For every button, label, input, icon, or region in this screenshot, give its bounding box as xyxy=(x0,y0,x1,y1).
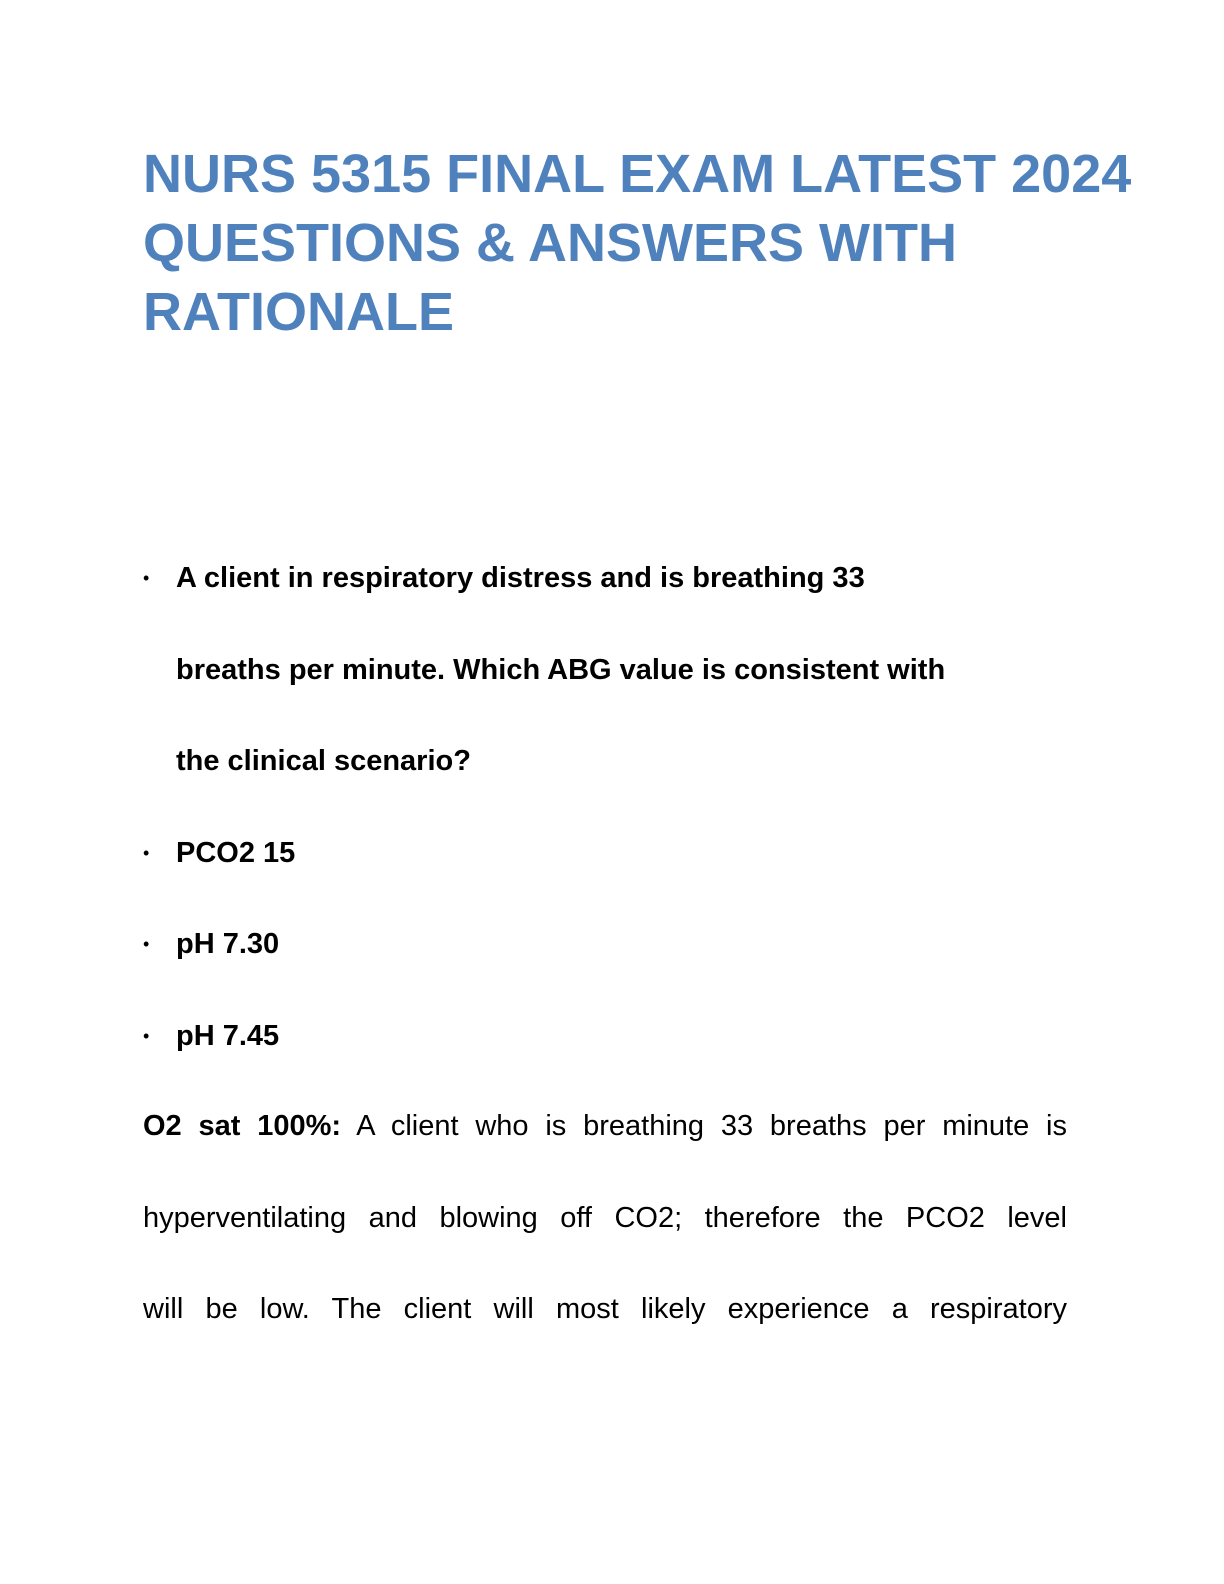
option-text: pH 7.30 xyxy=(176,928,280,960)
rationale-line-3: will be low. The client will most likely experience a respiratory xyxy=(143,1293,1067,1325)
title-line-2: QUESTIONS & ANSWERS WITH xyxy=(143,213,958,273)
answer-option xyxy=(143,899,1083,991)
rationale-line-2: hyperventilating and blowing off CO2; therefore the PCO2 level xyxy=(143,1201,1067,1234)
title-line-3: RATIONALE xyxy=(143,282,454,342)
rationale-text-1: A client who is breathing 33 breaths per minute is xyxy=(341,1110,1067,1142)
question-line-1: A client in respiratory distress and is breathing 33 xyxy=(176,562,865,594)
bullet-icon: • xyxy=(143,842,150,863)
option-text: pH 7.45 xyxy=(176,1019,280,1052)
question-line-3: the clinical scenario? xyxy=(176,745,471,777)
bullet-icon: • xyxy=(143,1025,150,1046)
answer-option xyxy=(143,991,1083,1083)
document-title xyxy=(143,140,1203,347)
bullet-icon: • xyxy=(143,568,150,588)
rationale-paragraph xyxy=(143,1081,1067,1356)
question-item xyxy=(143,533,1083,808)
question-list xyxy=(143,533,1083,1082)
question-line-2: breaths per minute. Which ABG value is consistent with xyxy=(176,653,946,686)
rationale-line-1 xyxy=(143,1081,1067,1173)
answer-label: O2 sat 100%: xyxy=(143,1110,342,1142)
title-line-1: NURS 5315 FINAL EXAM LATEST 2024 xyxy=(143,144,1132,204)
bullet-icon: • xyxy=(143,934,150,954)
question-text xyxy=(176,533,1083,808)
option-text: PCO2 15 xyxy=(176,836,296,869)
answer-option xyxy=(143,808,1083,900)
